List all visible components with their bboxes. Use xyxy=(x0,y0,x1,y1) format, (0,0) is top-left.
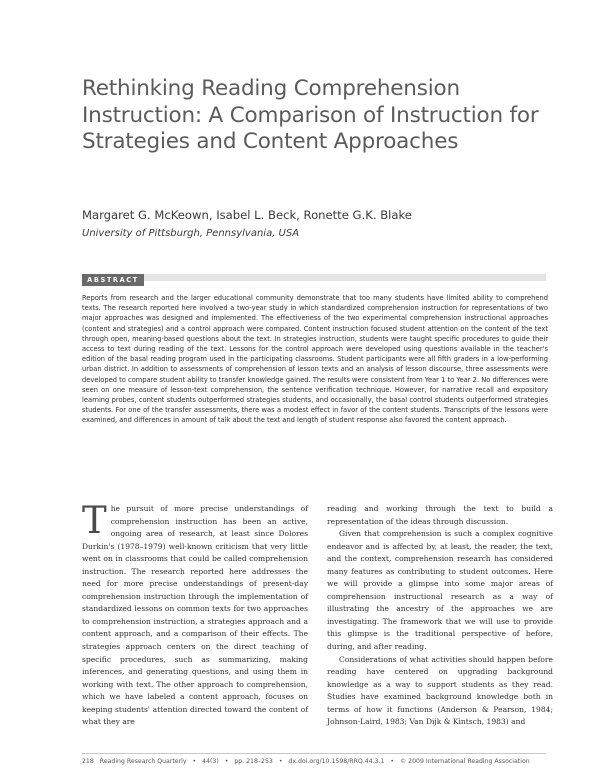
affiliation: University of Pittsburgh, Pennsylvania, USA xyxy=(82,228,300,239)
abstract-header xyxy=(82,274,546,292)
page-number: 218 xyxy=(82,758,94,765)
issue-number: 44(3) xyxy=(202,758,219,765)
footer-separator: • xyxy=(192,758,197,765)
authors: Margaret G. McKeown, Isabel L. Beck, Ronette G.K. Blake xyxy=(82,208,412,222)
body-paragraph xyxy=(82,499,308,729)
footer-separator: • xyxy=(224,758,229,765)
page-footer xyxy=(82,758,552,765)
body-column-left xyxy=(82,499,308,729)
body-paragraph: Given that comprehension is such a complex cognitive endeavor and is affected by, at least, the reader, the text, and the context, comprehension research has considered many features as contributing to student outcomes. Here we will provide a glimpse into some major areas of comprehension instructional research as a way of illustrating the ancestry of the approaches we are investigating. The framework that we will use to provide this glimpse is the traditional perspective of before, during, and after reading. xyxy=(327,529,553,652)
body-paragraph: reading and working through the text to build a representation of the ideas through discussion. xyxy=(327,504,553,526)
footer-separator: • xyxy=(278,758,283,765)
body-column-right xyxy=(327,503,553,729)
abstract-label: ABSTRACT xyxy=(82,274,144,286)
copyright: © 2009 International Reading Association xyxy=(400,758,530,765)
page-range: pp. 218–253 xyxy=(234,758,273,765)
abstract-header-bar xyxy=(82,274,546,281)
footer-rule xyxy=(82,753,546,754)
body-paragraph: Considerations of what activities should happen before reading have centered on upgrading background knowledge as a way to support students as they read. Studies have examined background knowledge both in terms of how it functions (Anderson & Pearson, 1984; Johnson-Laird, 1983; Van Dijk & Kintsch, 1983) and xyxy=(327,654,553,727)
body-text: he pursuit of more precise understandings of comprehension instruction has been an active, ongoing area of research, at least since Dolores Durkin's (1978–1979) well-known criticism that very little went on in classrooms that could be called comprehension instruction. The research reported here addresses the need for more precise understandings of present-day comprehension instruction through the implementation of standardized lessons on common texts for two approaches to comprehension instruction, a strategies approach and a content approach, and a comparison of their effects. The strategies approach centers on the direct teaching of specific procedures, such as summarizing, making inferences, and generating questions, and using them in working with text. The other approach to comprehension, which we have labeled a content approach, focuses on keeping students' attention directed toward the content of what they are xyxy=(82,504,308,727)
article-title: Rethinking Reading Comprehension Instruction: A Comparison of Instruction for Strategies and Content Approaches xyxy=(82,76,539,154)
footer-separator: • xyxy=(390,758,395,765)
doi-link[interactable]: dx.doi.org/10.1598/RRQ.44.3.1 xyxy=(288,758,385,765)
drop-cap: T xyxy=(82,499,107,542)
abstract-text: Reports from research and the larger educational community demonstrate that too many students have limited ability to comprehend texts. The research reported here involved a two-year study in which standardized comprehension instruction for representations of two major approaches was designed and implemented. The effectiveness of the two experimental comprehension instructional approaches (content and strategies) and a control approach were compared. Content instruction focused student attention on the content of the text through open, meaning-based questions about the text. In strategies instruction, students were taught specific procedures to guide their access to text during reading of the text. Lessons for the control approach were developed using questions available in the teacher's edition of the basal reading program used in the participating classrooms. Student participants were all fifth graders in a low-performing urban district. In addition to assessments of comprehension of lesson texts and an analysis of lesson discourse, three assessments were developed to compare student ability to transfer knowledge gained. The results were consistent from Year 1 to Year 2. No differences were seen on one measure of lesson-text comprehension, the sentence verification technique. However, for narrative recall and expository learning probes, content students outperformed strategies students, and occasionally, the basal control students outperformed strategies students. For one of the transfer assessments, there was a modest effect in favor of the content students. Transcripts of the lessons were examined, and differences in amount of talk about the text and length of student response also favored the content approach. xyxy=(82,294,548,425)
journal-name: Reading Research Quarterly xyxy=(99,758,187,765)
